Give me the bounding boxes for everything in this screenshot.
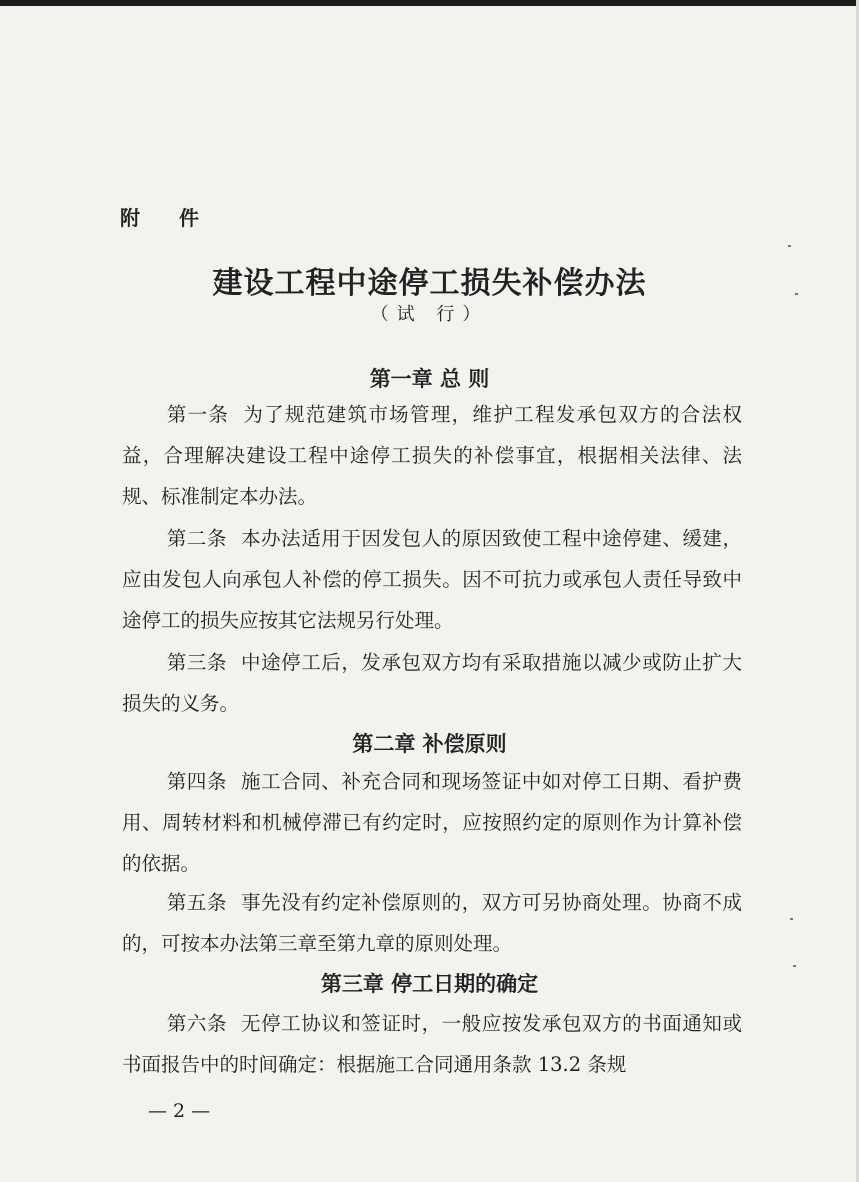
chapter-1-heading: 第一章 总 则 [369,367,490,391]
scan-speck [795,293,798,295]
article-4-text: 施工合同、补充合同和现场签证中如对停工日期、看护费用、周转材料和机械停滞已有约定时，应按照约定的原则作为计算补偿的依据。 [122,770,742,875]
article-4-number: 第四条 [166,770,228,793]
chapter-2-heading: 第二章 补偿原则 [352,732,507,756]
article-3-number: 第三条 [166,651,228,674]
article-4 [122,761,742,884]
article-6-text: 无停工协议和签证时，一般应按发承包双方的书面通知或书面报告中的时间确定：根据施工合同通用条款 13.2 条规 [122,1012,742,1076]
article-1 [122,394,742,517]
scan-speck [790,918,793,920]
article-2 [122,518,742,641]
page-number: — 2 — [148,1100,211,1122]
article-6-number: 第六条 [166,1012,228,1035]
annex-label: 附 件 [120,206,215,230]
scan-speck [788,245,791,247]
article-1-number: 第一条 [166,403,230,426]
article-3-text: 中途停工后，发承包双方均有采取措施以减少或防止扩大损失的义务。 [122,651,742,715]
article-1-text: 为了规范建筑市场管理，维护工程发承包双方的合法权益，合理解决建设工程中途停工损失的补偿事宜，根据相关法律、法规、标准制定本办法。 [122,403,742,508]
article-6 [122,1003,742,1085]
scan-speck [793,965,796,967]
article-5 [122,882,742,964]
document-title: 建设工程中途停工损失补偿办法 [212,266,647,301]
scan-top-edge [0,0,859,6]
article-2-number: 第二条 [166,527,228,550]
article-5-text: 事先没有约定补偿原则的，双方可另协商处理。协商不成的，可按本办法第三章至第九章的原则处理。 [122,891,742,955]
article-2-text: 本办法适用于因发包人的原因致使工程中途停建、缓建，应由发包人向承包人补偿的停工损失。因不可抗力或承包人责任导致中途停工的损失应按其它法规另行处理。 [122,527,742,632]
chapter-3-heading: 第三章 停工日期的确定 [320,972,539,996]
article-5-number: 第五条 [166,891,228,914]
document-subtitle: （试 行） [370,304,489,325]
article-3 [122,642,742,724]
